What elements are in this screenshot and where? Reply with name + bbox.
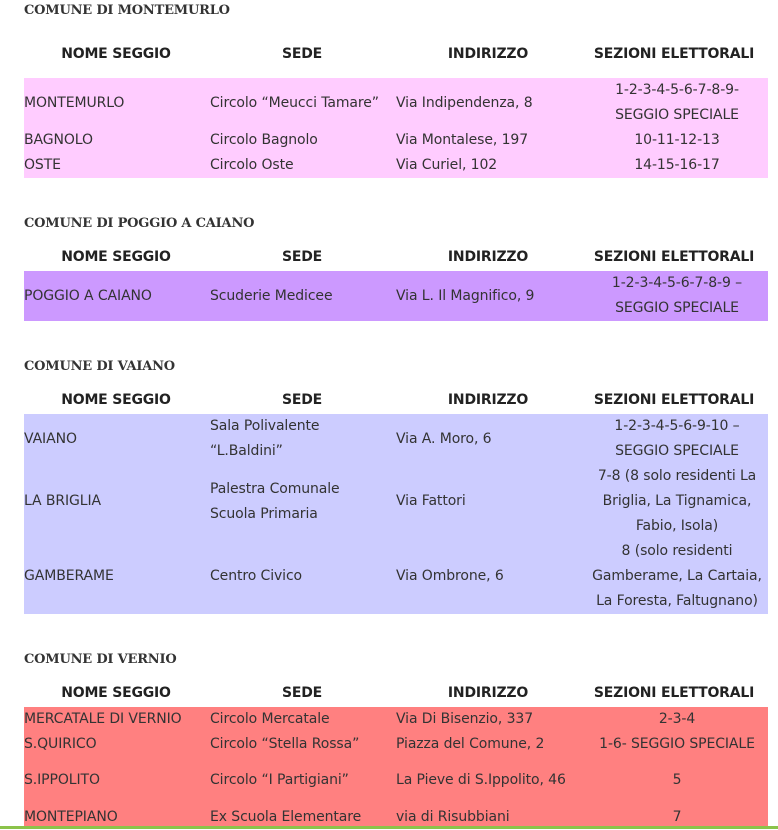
- cell-nome: BAGNOLO: [24, 132, 93, 148]
- table-header: [0, 249, 778, 269]
- cell-sede: Circolo Mercatale: [210, 711, 330, 727]
- table-row: [24, 78, 768, 128]
- cell-indirizzo: Piazza del Comune, 2: [396, 736, 545, 752]
- section-title-montemurlo: COMUNE DI MONTEMURLO: [24, 3, 230, 18]
- cell-indirizzo: Via Ombrone, 6: [396, 568, 504, 584]
- cell-indirizzo: Via Di Bisenzio, 337: [396, 711, 534, 727]
- cell-sede: Centro Civico: [210, 568, 303, 584]
- cell-nome: POGGIO A CAIANO: [24, 287, 152, 304]
- header-sezioni: SEZIONI ELETTORALI: [593, 685, 755, 701]
- cell-sede: Palestra Comunale Scuola Primaria: [210, 480, 340, 522]
- cell-sede: Scuderie Medicee: [210, 287, 333, 304]
- table-vaiano: [24, 414, 768, 614]
- cell-sezioni: 1-6- SEGGIO SPECIALE: [599, 736, 755, 752]
- header-indirizzo: INDIRIZZO: [447, 46, 529, 62]
- header-indirizzo: INDIRIZZO: [447, 392, 529, 408]
- cell-nome: S.QUIRICO: [24, 736, 97, 752]
- cell-indirizzo: La Pieve di S.Ippolito, 46: [396, 772, 566, 788]
- header-nome-seggio: NOME SEGGIO: [61, 685, 171, 701]
- header-sede: SEDE: [281, 685, 323, 701]
- section-title-poggio-a-caiano: COMUNE DI POGGIO A CAIANO: [24, 216, 255, 231]
- table-row: [24, 707, 768, 732]
- cell-sezioni: 5: [672, 772, 682, 788]
- cell-sezioni: 1-2-3-4-5-6-9-10 – SEGGIO SPECIALE: [614, 418, 740, 459]
- cell-sede: Ex Scuola Elementare: [210, 809, 362, 825]
- cell-indirizzo: Via Curiel, 102: [396, 157, 498, 173]
- cell-nome: MONTEMURLO: [24, 94, 125, 111]
- table-row: [24, 539, 768, 614]
- cell-sezioni: 14-15-16-17: [634, 157, 720, 173]
- cell-nome: MONTEPIANO: [24, 809, 118, 825]
- table-row: [24, 271, 768, 321]
- cell-sede: Circolo “I Partigiani”: [210, 772, 349, 788]
- cell-sezioni: 1-2-3-4-5-6-7-8-9 – SEGGIO SPECIALE: [611, 275, 743, 316]
- cell-sezioni: 1-2-3-4-5-6-7-8-9- SEGGIO SPECIALE: [615, 82, 739, 123]
- cell-sede: Circolo “Stella Rossa”: [210, 736, 360, 752]
- cell-nome: GAMBERAME: [24, 568, 114, 584]
- cell-nome: VAIANO: [24, 430, 77, 447]
- cell-sezioni: 7-8 (8 solo residenti La Briglia, La Tignamica, Fabio, Isola): [597, 468, 757, 534]
- header-sede: SEDE: [281, 46, 323, 62]
- cell-nome: LA BRIGLIA: [24, 493, 101, 509]
- cell-nome: OSTE: [24, 157, 61, 173]
- cell-sede: Circolo Oste: [210, 157, 294, 173]
- header-sede: SEDE: [281, 249, 323, 265]
- table-poggio-a-caiano: [24, 271, 768, 321]
- cell-sezioni: 10-11-12-13: [634, 132, 720, 148]
- cell-indirizzo: Via L. Il Magnifico, 9: [396, 287, 535, 304]
- cell-indirizzo: Via Fattori: [396, 493, 466, 509]
- table-header: [0, 46, 778, 66]
- section-title-vernio: COMUNE DI VERNIO: [24, 652, 177, 667]
- header-indirizzo: INDIRIZZO: [447, 685, 529, 701]
- cell-sede: Circolo “Meucci Tamare”: [210, 94, 379, 111]
- cell-indirizzo: Via A. Moro, 6: [396, 430, 492, 447]
- header-sezioni: SEZIONI ELETTORALI: [593, 249, 755, 265]
- cell-indirizzo: via di Risubbiani: [396, 809, 510, 825]
- table-row: [24, 128, 768, 153]
- table-row: [24, 768, 768, 793]
- header-nome-seggio: NOME SEGGIO: [61, 46, 171, 62]
- cell-nome: S.IPPOLITO: [24, 772, 100, 788]
- cell-sezioni: 2-3-4: [658, 711, 696, 727]
- header-sezioni: SEZIONI ELETTORALI: [593, 46, 755, 62]
- section-title-vaiano: COMUNE DI VAIANO: [24, 359, 175, 374]
- table-montemurlo: [24, 78, 768, 178]
- cell-sezioni: 8 (solo residenti Gamberame, La Cartaia, La Foresta, Faltugnano): [592, 543, 762, 609]
- header-nome-seggio: NOME SEGGIO: [61, 392, 171, 408]
- header-indirizzo: INDIRIZZO: [447, 249, 529, 265]
- header-sede: SEDE: [281, 392, 323, 408]
- cell-nome: MERCATALE DI VERNIO: [24, 711, 182, 727]
- cell-sede: Sala Polivalente “L.Baldini”: [210, 418, 320, 459]
- cell-indirizzo: Via Indipendenza, 8: [396, 94, 533, 111]
- table-row: [24, 732, 768, 757]
- table-header: [0, 392, 778, 412]
- header-sezioni: SEZIONI ELETTORALI: [593, 392, 755, 408]
- table-row: [24, 153, 768, 178]
- cell-sede: Circolo Bagnolo: [210, 132, 318, 148]
- cell-sezioni: 7: [672, 809, 682, 825]
- table-row: [24, 464, 768, 539]
- header-nome-seggio: NOME SEGGIO: [61, 249, 171, 265]
- table-vernio: [24, 707, 768, 829]
- table-header: [0, 685, 778, 705]
- table-row: [24, 414, 768, 464]
- cell-indirizzo: Via Montalese, 197: [396, 132, 529, 148]
